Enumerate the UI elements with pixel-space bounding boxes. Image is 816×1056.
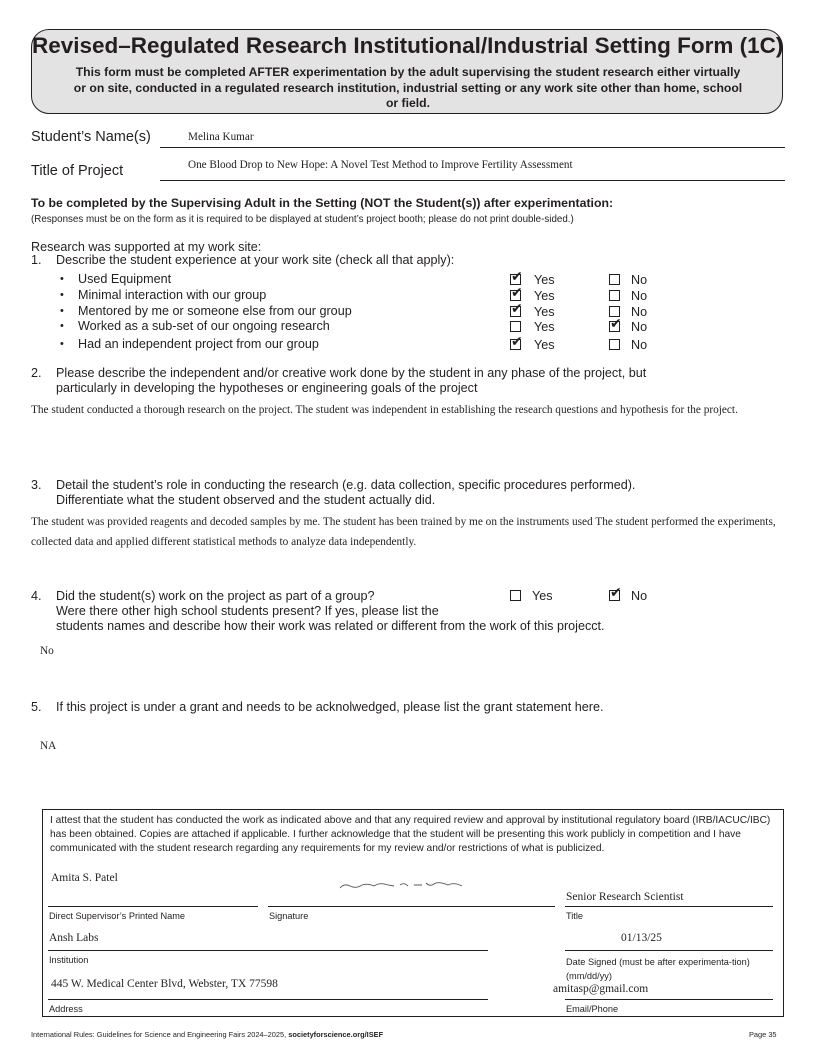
q1-intro: Research was supported at my work site: (31, 240, 262, 254)
q5-number: 5. (31, 700, 42, 714)
student-name-line (160, 147, 785, 148)
check-mark-icon: ✔ (511, 269, 523, 285)
institution-value[interactable]: Ansh Labs (49, 932, 99, 944)
signature-label: Signature (269, 911, 309, 921)
q1-yes-label: Yes (534, 320, 555, 334)
bullet-icon: • (60, 273, 64, 285)
email-label: Email/Phone (566, 1004, 619, 1014)
footer-link[interactable]: societyforscience.org/ISEF (288, 1030, 384, 1039)
title-line (565, 906, 773, 907)
q1-yes-checkbox[interactable] (510, 269, 523, 285)
q1-text: Describe the student experience at your work site (check all that apply): (56, 253, 455, 267)
q5-text: If this project is under a grant and needs to be acknolwedged, please list the grant statement here. (56, 700, 604, 714)
q3-line1: Detail the student’s role in conducting the research (e.g. data collection, specific procedures performed). (56, 478, 636, 492)
q3-answer[interactable]: The student was provided reagents and decoded samples by me. The student has been trained by me on the instruments used The student performed the experiments, collected data and applied different statistical methods to analyze data independently. (31, 516, 776, 548)
title-label: Title (566, 911, 584, 921)
footer-rules: International Rules: Guidelines for Science and Engineering Fairs 2024–2025, (31, 1030, 289, 1039)
project-title-label: Title of Project (31, 163, 124, 179)
supervisor-name-line (48, 906, 258, 907)
address-label: Address (49, 1004, 83, 1014)
q4-yes-label: Yes (532, 589, 553, 603)
q4-no-checkbox[interactable] (609, 585, 622, 601)
bullet-icon: • (60, 305, 64, 317)
bullet-icon: • (60, 320, 64, 332)
q1-no-checkbox[interactable] (609, 339, 620, 350)
supervisor-name-value[interactable]: Amita S. Patel (51, 872, 118, 884)
check-mark-icon: ✔ (511, 334, 523, 350)
date-line (565, 950, 773, 951)
student-name-label: Student’s Name(s) (31, 129, 151, 145)
project-title-value[interactable]: One Blood Drop to New Hope: A Novel Test Method to Improve Fertility Assessment (188, 159, 573, 171)
form-title: Revised–Regulated Research Institutional/Industrial Setting Form (1C) (32, 33, 784, 58)
q1-yes-checkbox[interactable] (510, 321, 521, 332)
q4-line1: Did the student(s) work on the project as part of a group? (56, 589, 375, 603)
q2-answer[interactable]: The student conducted a thorough research on the project. The student was independent in establishing the research questions and hypothesis for the project. (31, 404, 738, 416)
q1-no-checkbox[interactable] (609, 316, 622, 332)
signature-line (268, 906, 555, 907)
q3-line2: Differentiate what the student observed and the student actually did. (56, 493, 436, 507)
title-value[interactable]: Senior Research Scientist (566, 891, 684, 903)
q1-yes-label: Yes (534, 338, 555, 352)
q1-no-checkbox[interactable] (609, 274, 620, 285)
q1-yes-checkbox[interactable] (510, 334, 523, 350)
q1-no-checkbox[interactable] (609, 290, 620, 301)
attestation-text: I attest that the student has conducted the work as indicated above and that any required review and approval by institutional regulatory board (IRB/IACUC/IBC) has been obtained. Copies are attached if applicable. I further acknowledge that the student will be presenting this work publicly in competition and I have communicated with the student research regarding any requirements for my review and/or restrictions of what is publicized. (50, 815, 771, 854)
q1-item-label: Had an independent project from our group (78, 337, 319, 351)
q1-item-label: Minimal interaction with our group (78, 288, 267, 302)
date-label: Date Signed (must be after experimenta-tion) (mm/dd/yy) (566, 957, 750, 981)
check-mark-icon: ✔ (511, 301, 523, 317)
q4-number: 4. (31, 589, 42, 603)
q4-yes-checkbox[interactable] (510, 590, 521, 601)
instructions-note: (Responses must be on the form as it is required to be displayed at student’s project booth; please do not print double-sided.) (31, 214, 574, 225)
q2-line2: particularly in developing the hypotheses or engineering goals of the project (56, 381, 478, 395)
project-title-line (160, 180, 785, 181)
address-value[interactable]: 445 W. Medical Center Blvd, Webster, TX 77598 (51, 978, 278, 990)
q3-number: 3. (31, 478, 42, 492)
q1-no-label: No (631, 289, 648, 303)
q1-yes-label: Yes (534, 305, 555, 319)
q1-no-label: No (631, 273, 648, 287)
q1-no-label: No (631, 305, 648, 319)
q1-yes-checkbox[interactable] (510, 301, 523, 317)
q5-answer[interactable]: NA (40, 740, 57, 752)
signature-scribble (338, 880, 466, 892)
q1-item-label: Mentored by me or someone else from our group (78, 304, 352, 318)
q1-item-label: Used Equipment (78, 272, 172, 286)
date-value[interactable]: 01/13/25 (621, 932, 662, 944)
page-number: Page 35 (749, 1030, 777, 1039)
bullet-icon: • (60, 338, 64, 350)
email-line (565, 999, 773, 1000)
form-header (31, 29, 783, 114)
q1-no-label: No (631, 338, 648, 352)
footer-text (31, 1030, 383, 1039)
check-mark-icon: ✔ (610, 316, 622, 332)
q2-number: 2. (31, 366, 42, 380)
q1-yes-label: Yes (534, 273, 555, 287)
q4-no-label: No (631, 589, 648, 603)
check-mark-icon: ✔ (511, 285, 523, 301)
address-line (48, 999, 488, 1000)
q2-line1: Please describe the independent and/or creative work done by the student in any phase of the project, but (56, 366, 647, 380)
q1-item-label: Worked as a sub-set of our ongoing research (78, 319, 330, 333)
instructions-heading: To be completed by the Supervising Adult in the Setting (NOT the Student(s)) after experimentation: (31, 196, 614, 210)
bullet-icon: • (60, 289, 64, 301)
q1-yes-label: Yes (534, 289, 555, 303)
q4-line3: students names and describe how their work was related or different from the work of this projecct. (56, 619, 605, 633)
q4-answer[interactable]: No (40, 645, 54, 657)
q1-number: 1. (31, 253, 42, 267)
institution-line (48, 950, 488, 951)
student-name-value[interactable]: Melina Kumar (188, 131, 254, 143)
check-mark-icon: ✔ (610, 585, 622, 601)
email-value[interactable]: amitasp@gmail.com (553, 983, 649, 995)
q4-line2: Were there other high school students present? If yes, please list the (56, 604, 439, 618)
supervisor-name-label: Direct Supervisor’s Printed Name (49, 911, 185, 921)
form-subtitle: This form must be completed AFTER experimentation by the adult supervising the student research either virtually or on site, conducted in a regulated research institution, industrial setting or any work site other than home, school or field. (73, 65, 743, 110)
institution-label: Institution (49, 955, 89, 965)
q1-yes-checkbox[interactable] (510, 285, 523, 301)
q1-no-label: No (631, 320, 648, 334)
